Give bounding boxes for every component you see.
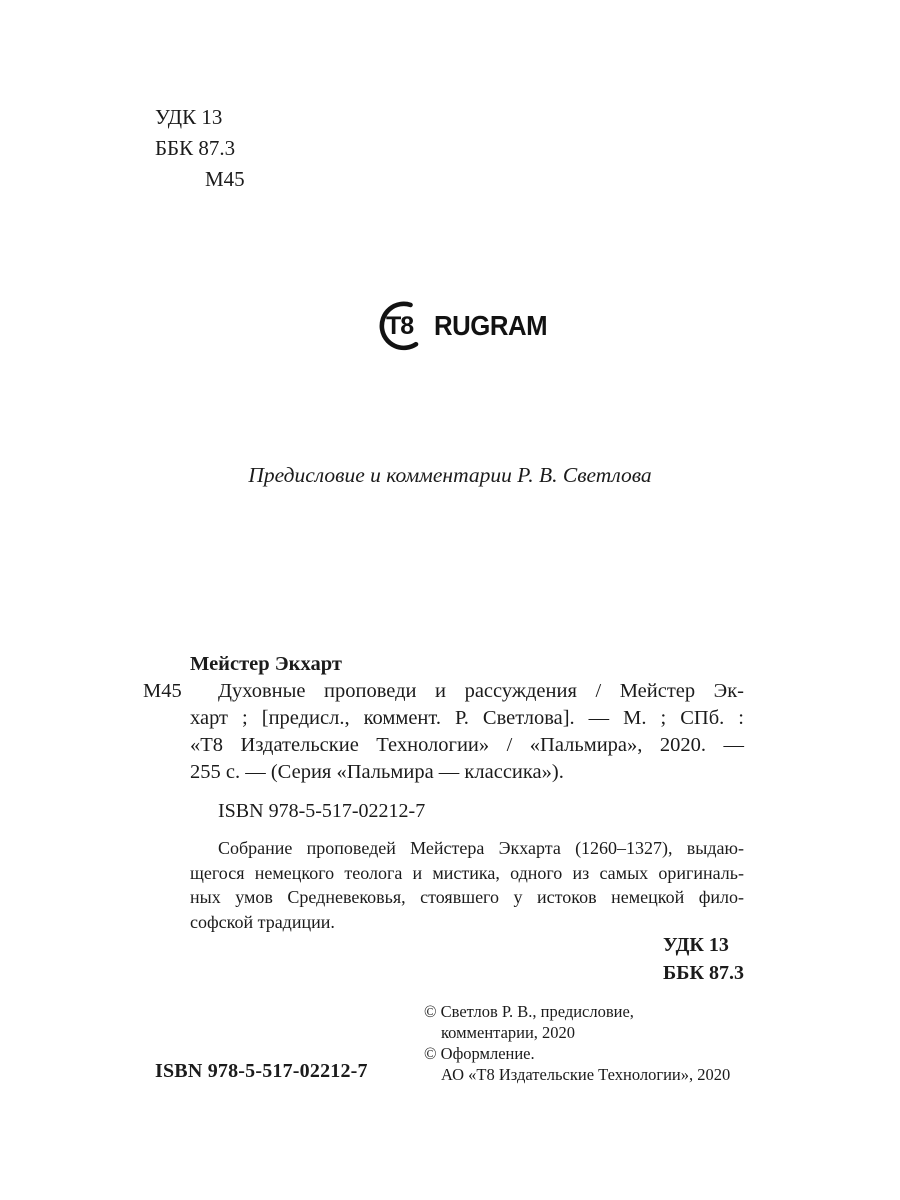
biblio-line: Духовные проповеди и рассуждения / Мейстер Эк- [218,680,744,702]
logo-rugram-text: RUGRAM [434,310,548,341]
author-name-heading: Мейстер Экхарт [190,653,342,675]
preface-credit-line: Предисловие и комментарии Р. В. Светлова [248,463,652,487]
bbk-code-bottom: ББК 87.3 [663,962,744,984]
copyright-line: комментарии, 2020 [441,1023,576,1042]
t8-logo-mark [377,300,429,352]
copyright-line: АО «Т8 Издательские Технологии», 2020 [441,1065,731,1084]
copyright-line: © Оформление. [424,1044,535,1063]
annotation-paragraph [190,836,744,934]
udk-code-top: УДК 13 [155,105,223,129]
author-sign-top: М45 [205,167,245,191]
bibliographic-block [143,651,744,934]
biblio-line: 255 с. — (Серия «Пальмира — классика»). [190,761,564,783]
biblio-line: «Т8 Издательские Технологии» / «Пальмира», 2020. — [190,734,744,756]
copyright-line: © Светлов Р. В., предисловие, [424,1002,634,1021]
udk-code-bottom: УДК 13 [663,934,729,956]
annotation-line: софской традиции. [190,911,335,932]
publisher-logo [377,300,557,352]
annotation-line: щегося немецкого теолога и мистика, одного из самых оригиналь- [190,862,744,883]
annotation-line: ных умов Средневековья, стоявшего у истоков немецкой фило- [190,887,744,907]
logo-t8-text: T8 [386,312,414,340]
bibliographic-description [143,678,744,786]
bottom-classification-block [663,931,744,987]
bbk-code-top: ББК 87.3 [155,136,236,160]
isbn-bottom: ISBN 978-5-517-02212-7 [155,1060,368,1082]
annotation-line: Собрание проповедей Мейстера Экхарта (1260–1327), выдаю- [218,838,744,858]
isbn-line: ISBN 978-5-517-02212-7 [218,800,426,822]
copyright-block [424,1001,730,1085]
biblio-line: харт ; [предисл., коммент. Р. Светлова]. — М. ; СПб. : [190,707,744,729]
top-classification-block [155,102,245,195]
author-sign: М45 [143,680,182,702]
